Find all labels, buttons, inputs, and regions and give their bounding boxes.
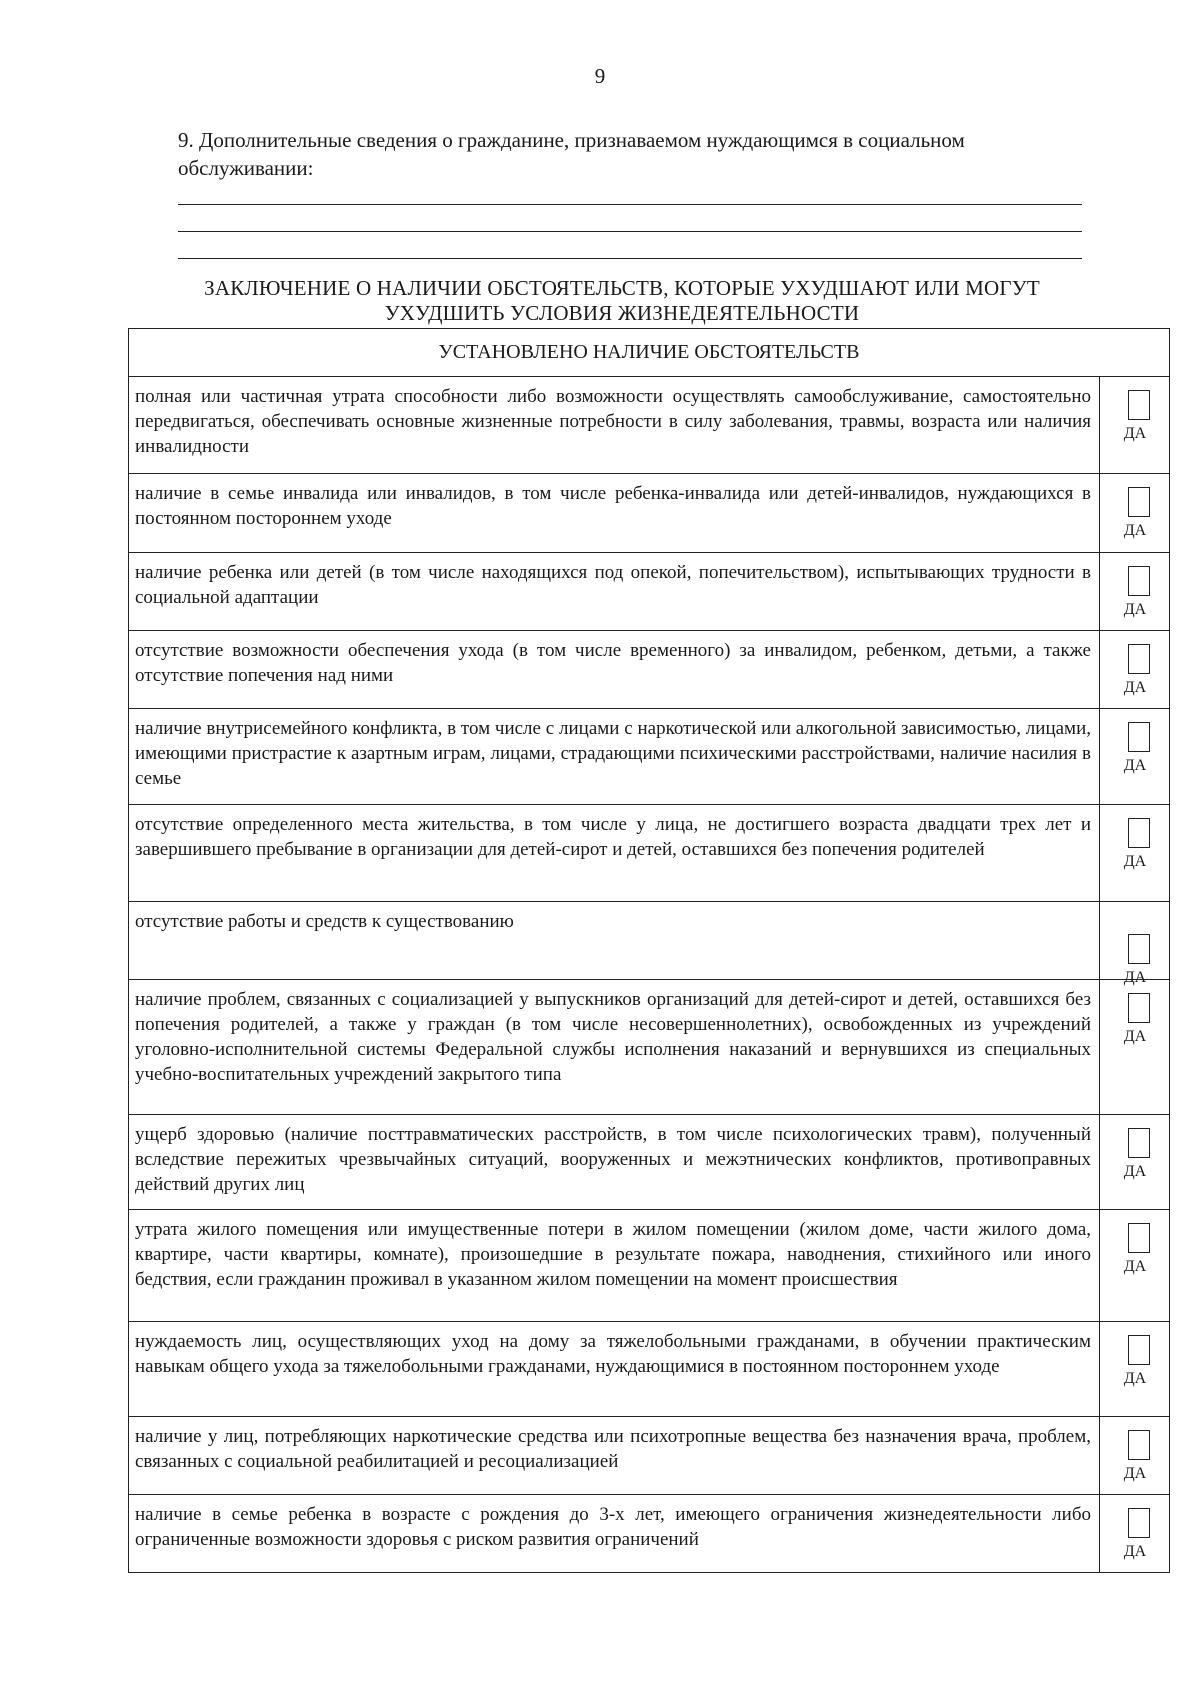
yes-checkbox[interactable] [1128,993,1150,1023]
table-row [129,474,1170,553]
checkbox-cell [1100,377,1170,474]
circumstance-text: наличие в семье инвалида или инвалидов, в том числе ребенка-инвалида или детей-инвалидов, нуждающихся в постоянном постороннем уходе [129,474,1100,553]
circumstance-text: утрата жилого помещения или имущественные потери в жилом помещении (жилом доме, части жилого дома, квартире, части квартиры, комнате), произошедшие в результате пожара, наводнения, стихийного или иного бедствия, если гражданин проживал в указанном жилом помещении на момент происшествия [129,1210,1100,1322]
table-row [129,1115,1170,1210]
yes-label: ДА [1123,1465,1147,1482]
circumstance-text: наличие проблем, связанных с социализацией у выпускников организаций для детей-сирот и детей, оставшихся без попечения родителей, а также у граждан (в том числе несовершеннолетних), освобожденных из учреждений уголовно-исполнительной системы Федеральной службы исполнения наказаний и вернувшихся из специальных учебно-воспитательных учреждений закрытого типа [129,980,1100,1115]
circumstance-text: ущерб здоровью (наличие посттравматических расстройств, в том числе психологических травм), полученный вследствие пережитых чрезвычайных ситуаций, вооруженных и межэтнических конфликтов, противоправных действий других лиц [129,1115,1100,1210]
circumstance-text: наличие в семье ребенка в возрасте с рождения до 3-х лет, имеющего ограничения жизнедеятельности либо ограниченные возможности здоровья с риском развития ограничений [129,1495,1100,1573]
yes-label: ДА [1123,1370,1147,1387]
page-number: 9 [594,64,606,88]
yes-checkbox[interactable] [1128,566,1150,596]
answer-line-1[interactable] [178,204,1082,205]
table-row [129,902,1170,980]
yes-label: ДА [1123,1163,1147,1180]
circumstance-text: нуждаемость лиц, осуществляющих уход на дому за тяжелобольными гражданами, в обучении практическим навыкам общего ухода за тяжелобольными гражданами, нуждающимися в постоянном постороннем уходе [129,1322,1100,1417]
yes-checkbox[interactable] [1128,390,1150,420]
table-row [129,1495,1170,1573]
checkbox-cell [1100,1115,1170,1210]
yes-label: ДА [1123,757,1147,774]
table-header: УСТАНОВЛЕНО НАЛИЧИЕ ОБСТОЯТЕЛЬСТВ [129,329,1170,377]
table-row [129,377,1170,474]
circumstance-text: отсутствие работы и средств к существованию [129,902,1100,980]
circumstances-table [128,328,1170,1573]
yes-label: ДА [1123,522,1147,539]
circumstance-text: отсутствие определенного места жительства, в том числе у лица, не достигшего возраста двадцати трех лет и завершившего пребывание в организации для детей-сирот и детей, оставшихся без попечения родителей [129,805,1100,902]
circumstance-text: наличие у лиц, потребляющих наркотические средства или психотропные вещества без назначения врача, проблем, связанных с социальной реабилитацией и ресоциализацией [129,1417,1100,1495]
circumstance-text: наличие ребенка или детей (в том числе находящихся под опекой, попечительством), испытывающих трудности в социальной адаптации [129,553,1100,631]
yes-checkbox[interactable] [1128,1223,1150,1253]
checkbox-cell [1100,1322,1170,1417]
yes-checkbox[interactable] [1128,1508,1150,1538]
checkbox-cell [1100,980,1170,1115]
conclusion-title: ЗАКЛЮЧЕНИЕ О НАЛИЧИИ ОБСТОЯТЕЛЬСТВ, КОТОРЫЕ УХУДШАЮТ ИЛИ МОГУТ УХУДШИТЬ УСЛОВИЯ ЖИЗНЕДЕЯТЕЛЬНОСТИ [204,276,1040,325]
checkbox-cell [1100,631,1170,709]
checkbox-cell [1100,709,1170,805]
table-row [129,709,1170,805]
table-row [129,631,1170,709]
circumstances-rows [129,377,1170,1573]
circumstance-text: полная или частичная утрата способности либо возможности осуществлять самообслуживание, самостоятельно передвигаться, обеспечивать основные жизненные потребности в силу заболевания, травмы, возраста или наличия инвалидности [129,377,1100,474]
table-row [129,805,1170,902]
checkbox-cell [1100,1210,1170,1322]
yes-checkbox[interactable] [1128,1335,1150,1365]
yes-label: ДА [1123,853,1147,870]
table-row [129,553,1170,631]
answer-line-2[interactable] [178,231,1082,232]
circumstance-text: отсутствие возможности обеспечения ухода (в том числе временного) за инвалидом, ребенком, детьми, а также отсутствие попечения над ними [129,631,1100,709]
table-row [129,1210,1170,1322]
yes-label: ДА [1123,1543,1147,1560]
answer-line-3[interactable] [178,258,1082,259]
table-row [129,980,1170,1115]
yes-checkbox[interactable] [1128,644,1150,674]
checkbox-cell [1100,474,1170,553]
checkbox-cell [1100,553,1170,631]
checkbox-cell [1100,1495,1170,1573]
checkbox-cell [1100,902,1170,986]
yes-checkbox[interactable] [1128,934,1150,964]
yes-label: ДА [1123,425,1147,442]
checkbox-cell [1100,1417,1170,1495]
circumstance-text: наличие внутрисемейного конфликта, в том числе с лицами с наркотической или алкогольной зависимостью, лицами, имеющими пристрастие к азартным играм, лицами, страдающими психическими расстройствами, наличие насилия в семье [129,709,1100,805]
yes-label: ДА [1123,1028,1147,1045]
yes-checkbox[interactable] [1128,1128,1150,1158]
yes-checkbox[interactable] [1128,487,1150,517]
checkbox-cell [1100,805,1170,902]
table-row [129,1322,1170,1417]
table-row [129,1417,1170,1495]
yes-label: ДА [1123,679,1147,696]
yes-label: ДА [1123,1258,1147,1275]
yes-checkbox[interactable] [1128,818,1150,848]
yes-checkbox[interactable] [1128,1430,1150,1460]
yes-label: ДА [1123,969,1147,986]
section-9-title: 9. Дополнительные сведения о гражданине, признаваемом нуждающимся в социальном обслуживании: [178,128,965,180]
yes-label: ДА [1123,601,1147,618]
yes-checkbox[interactable] [1128,722,1150,752]
